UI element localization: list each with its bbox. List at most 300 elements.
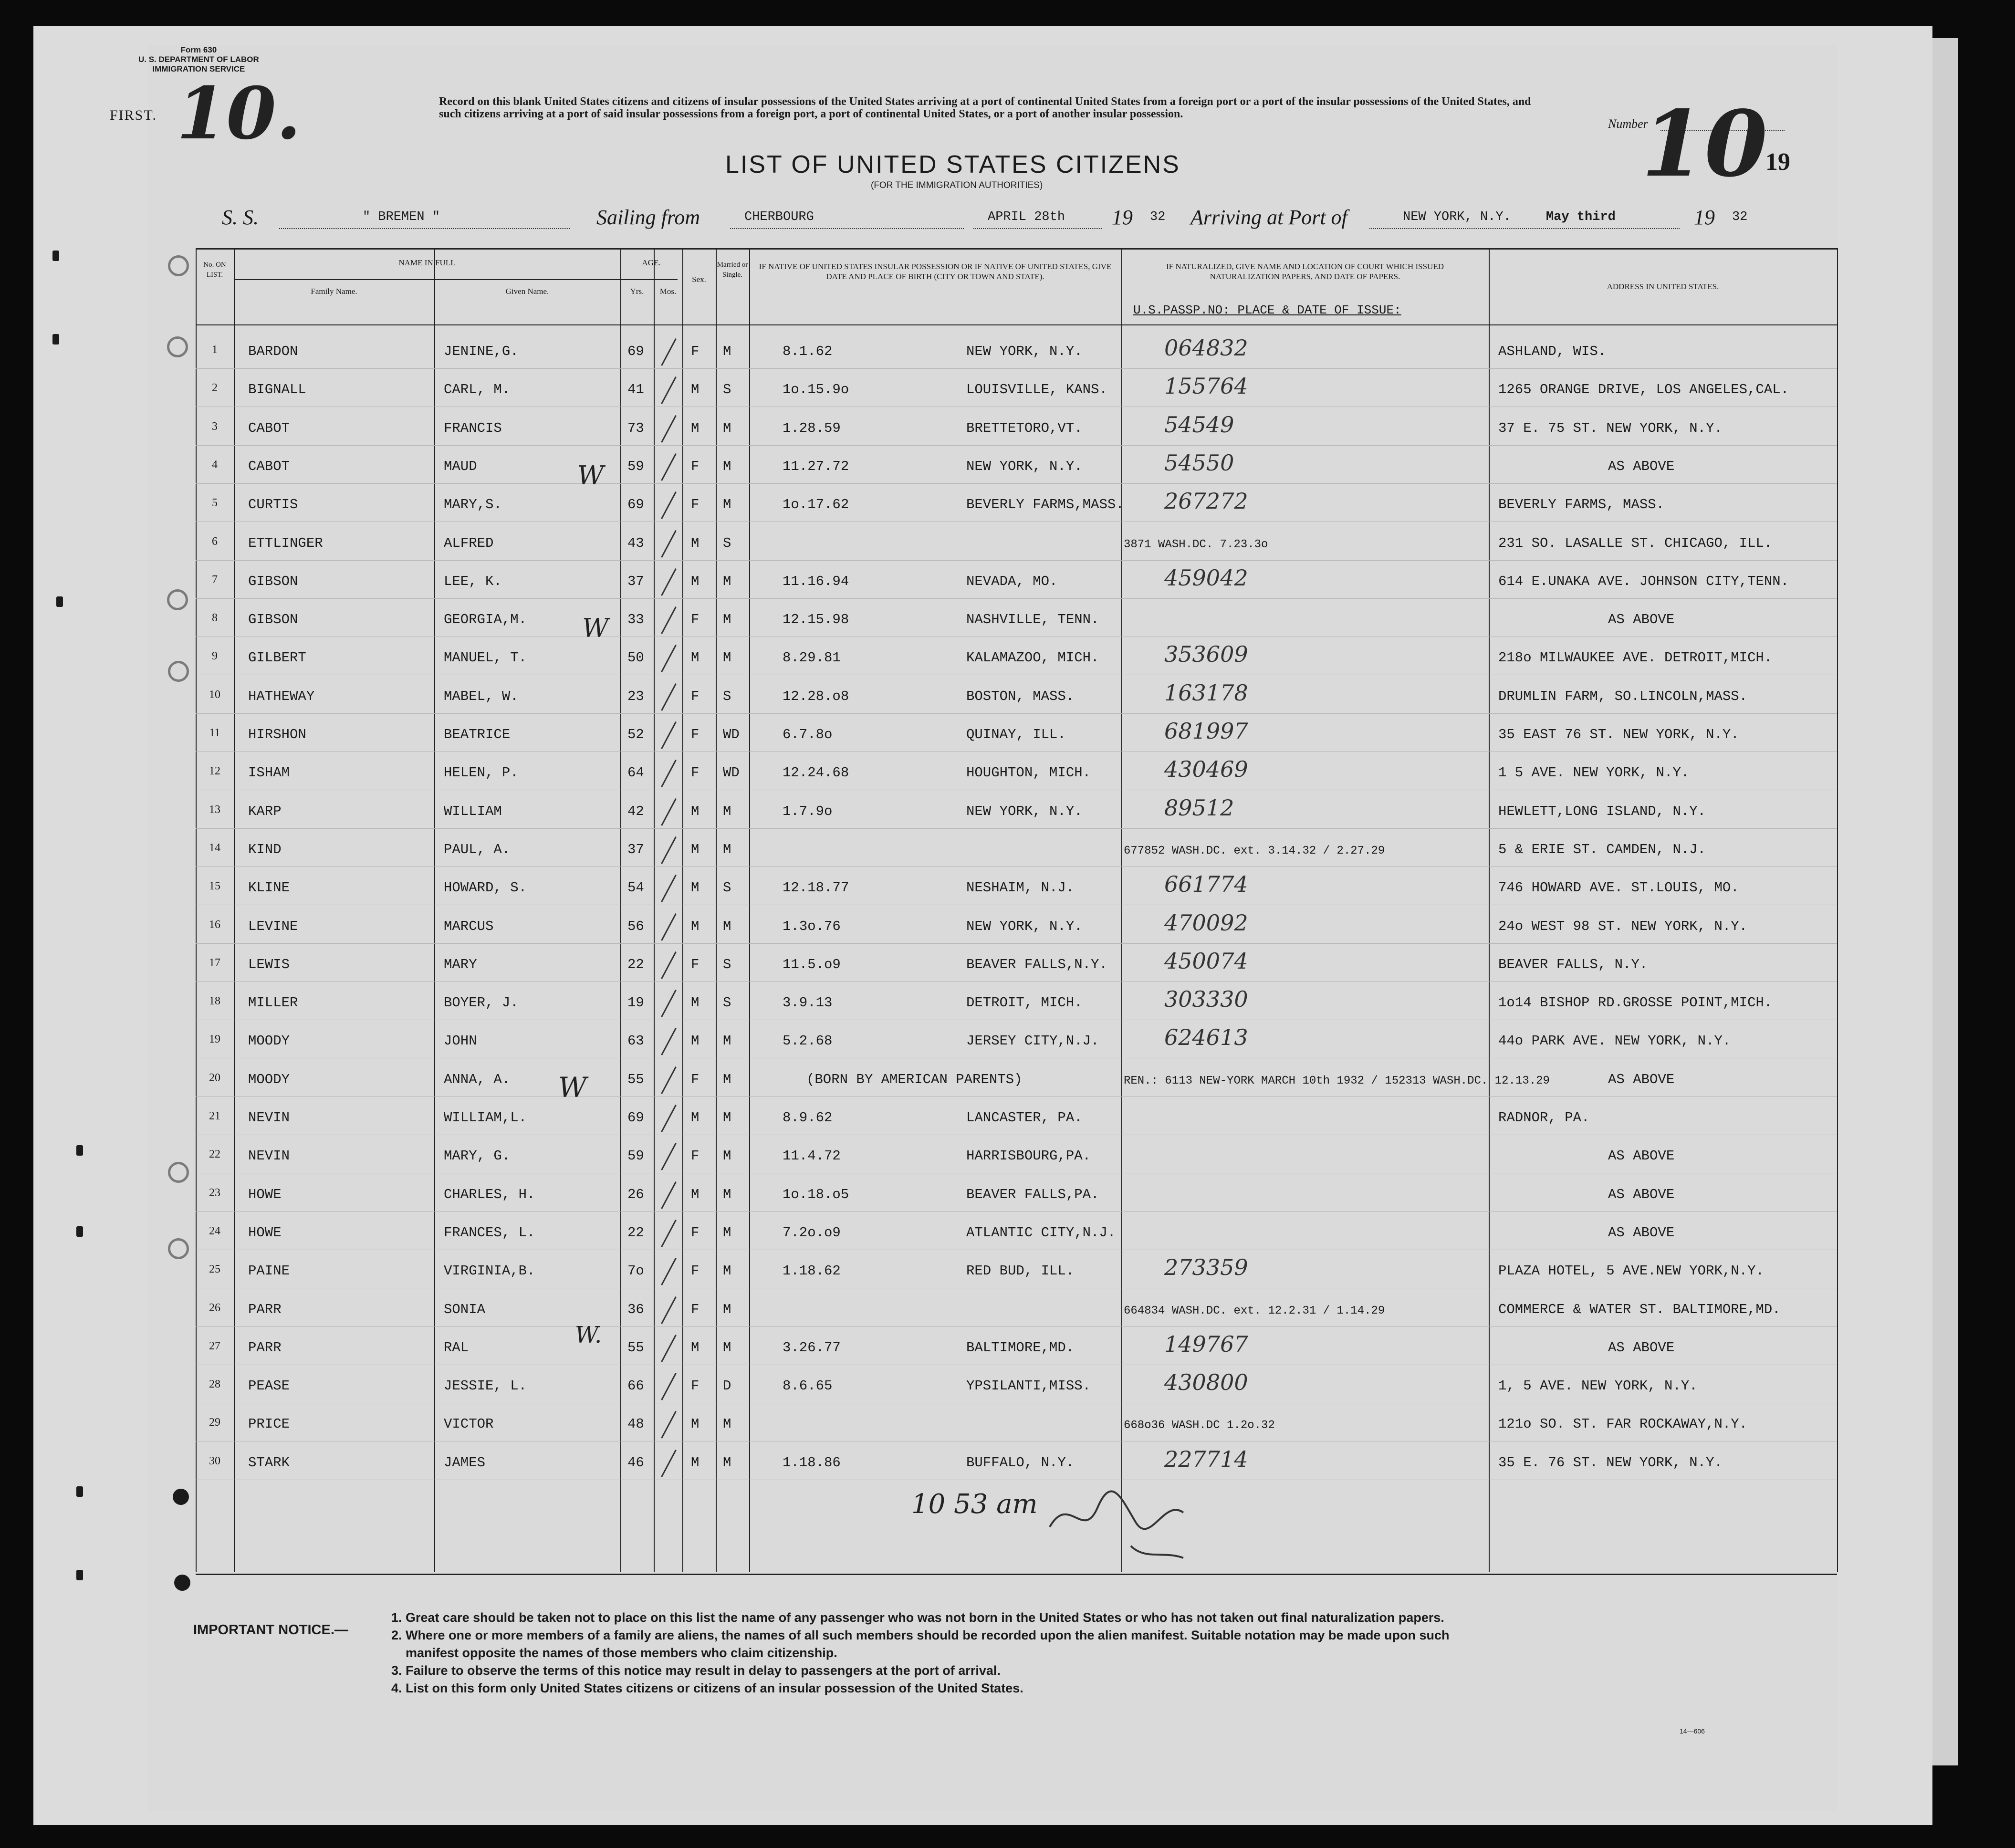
birth-date-cell: 7.2o.o9	[783, 1224, 841, 1241]
header-divider	[234, 279, 678, 280]
birth-date-cell: 1o.18.o5	[783, 1186, 849, 1202]
birth-date-cell: 1.7.9o	[783, 803, 833, 819]
family-name-cell: GIBSON	[248, 612, 298, 628]
row-divider	[196, 981, 1837, 982]
birth-place-cell: YPSILANTI,MISS.	[966, 1378, 1091, 1394]
family-name-cell: NEVIN	[248, 1148, 290, 1164]
age-cell: 7o	[627, 1263, 644, 1279]
notice-item-3: 3. Failure to observe the terms of this notice may result in delay to passengers at the port of arrival.	[391, 1663, 1001, 1678]
passport-number-handwritten: 450074	[1164, 948, 1248, 974]
list-number-cell: 28	[209, 1378, 220, 1391]
given-name-cell: ALFRED	[444, 535, 494, 551]
passport-number-handwritten: 661774	[1164, 871, 1248, 898]
age-cell: 22	[627, 956, 644, 972]
passport-number-handwritten: 273359	[1164, 1254, 1248, 1281]
sex-cell: F	[691, 497, 700, 513]
col-divider	[716, 248, 717, 1572]
passport-number-handwritten: 54549	[1164, 411, 1234, 438]
date-from-underline	[973, 228, 1102, 229]
header-naturalized: IF NATURALIZED, GIVE NAME AND LOCATION OF COURT WHICH ISSUED NATURALIZATION PAPERS, AND DATE OF PAPERS.	[1166, 262, 1444, 281]
birth-date-cell: 12.18.77	[783, 880, 849, 896]
row-divider	[196, 828, 1837, 829]
marital-status-cell: M	[723, 1339, 731, 1356]
birth-date-cell: 8.6.65	[783, 1378, 833, 1394]
marital-status-cell: M	[723, 1071, 731, 1087]
binder-hole	[52, 251, 59, 261]
sex-cell: M	[691, 573, 700, 589]
page-title: LIST OF UNITED STATES CITIZENS	[725, 151, 1180, 178]
family-name-cell: HATHEWAY	[248, 688, 315, 704]
family-name-cell: PAINE	[248, 1263, 290, 1279]
marital-status-cell: S	[723, 535, 731, 551]
col-divider	[682, 248, 683, 1572]
given-name-cell: CARL, M.	[444, 382, 511, 398]
address-cell: AS ABOVE	[1608, 1186, 1675, 1202]
age-cell: 48	[627, 1416, 644, 1432]
list-number-cell: 23	[209, 1186, 220, 1199]
marital-status-cell: M	[723, 1301, 731, 1317]
age-cell: 55	[627, 1339, 644, 1356]
first-handwritten-number: 10.	[177, 72, 301, 156]
marital-status-cell: M	[723, 918, 731, 934]
col-divider	[234, 248, 235, 1572]
given-name-cell: MARCUS	[444, 918, 494, 934]
address-cell: 1o14 BISHOP RD.GROSSE POINT,MICH.	[1498, 995, 1773, 1011]
list-number-cell: 8	[212, 612, 218, 625]
marital-status-cell: M	[723, 344, 731, 359]
address-cell: BEAVER FALLS, N.Y.	[1498, 956, 1648, 972]
header-birth: IF NATIVE OF UNITED STATES INSULAR POSSESSION OR IF NATIVE OF UNITED STATES, GIVE DATE AND PLACE OF BIRTH (CITY OR TOWN AND STATE).	[759, 262, 1112, 281]
age-cell: 37	[627, 841, 644, 857]
passport-number-handwritten: 459042	[1164, 564, 1248, 591]
address-cell: 35 EAST 76 ST. NEW YORK, N.Y.	[1498, 727, 1739, 742]
age-cell: 42	[627, 803, 644, 819]
binder-hole	[76, 1226, 83, 1237]
birth-date-cell: 12.24.68	[783, 765, 849, 781]
form-number-block	[138, 45, 259, 74]
age-cell: 64	[627, 765, 644, 781]
family-name-cell: MOODY	[248, 1071, 290, 1087]
given-name-cell: CHARLES, H.	[444, 1186, 535, 1202]
address-cell: 44o PARK AVE. NEW YORK, N.Y.	[1498, 1033, 1731, 1049]
marital-status-cell: S	[723, 995, 731, 1011]
sex-cell: F	[691, 1071, 700, 1087]
date-to: May third	[1546, 210, 1616, 224]
list-number-cell: 5	[212, 497, 218, 510]
birth-place-cell: JERSEY CITY,N.J.	[966, 1033, 1099, 1049]
birth-place-cell: LANCASTER, PA.	[966, 1110, 1083, 1126]
age-cell: 46	[627, 1454, 644, 1471]
list-number-cell: 13	[209, 803, 220, 816]
birth-date-cell: 11.16.94	[783, 573, 849, 589]
birth-place-cell: HARRISBOURG,PA.	[966, 1148, 1091, 1164]
marital-status-cell: M	[723, 650, 731, 666]
sex-cell: M	[691, 420, 700, 436]
address-cell: 746 HOWARD AVE. ST.LOUIS, MO.	[1498, 880, 1739, 896]
sex-cell: F	[691, 344, 700, 359]
handwritten-mark: W	[577, 460, 604, 491]
marital-status-cell: M	[723, 1224, 731, 1241]
birth-place-cell: BRETTETORO,VT.	[966, 420, 1083, 436]
given-name-cell: JESSIE, L.	[444, 1378, 527, 1394]
family-name-cell: PARR	[248, 1301, 282, 1317]
punch-ring	[167, 589, 188, 610]
birth-place-cell: DETROIT, MICH.	[966, 995, 1083, 1011]
birth-date-cell: 3.9.13	[783, 995, 833, 1011]
age-cell: 33	[627, 612, 644, 628]
address-cell: 1, 5 AVE. NEW YORK, N.Y.	[1498, 1378, 1698, 1394]
col-divider	[749, 248, 750, 1572]
port-from: CHERBOURG	[744, 210, 814, 224]
marital-status-cell: M	[723, 1263, 731, 1279]
birth-place-cell: BEAVER FALLS,N.Y.	[966, 956, 1107, 972]
punch-hole	[174, 1575, 190, 1591]
header-given-name: Given Name.	[505, 287, 549, 296]
marital-status-cell: WD	[723, 727, 740, 742]
family-name-cell: BARDON	[248, 344, 298, 359]
col-divider	[620, 248, 621, 1572]
marital-status-cell: M	[723, 1148, 731, 1164]
sex-cell: M	[691, 803, 700, 819]
passport-number-handwritten: 155764	[1164, 373, 1248, 399]
birth-place-cell: NASHVILLE, TENN.	[966, 612, 1099, 628]
family-name-cell: LEWIS	[248, 956, 290, 972]
header-yrs: Yrs.	[630, 287, 644, 296]
list-number-cell: 26	[209, 1301, 220, 1314]
family-name-cell: MILLER	[248, 995, 298, 1011]
sex-cell: M	[691, 841, 700, 857]
given-name-cell: VICTOR	[444, 1416, 494, 1432]
sex-cell: F	[691, 1378, 700, 1394]
address-cell: AS ABOVE	[1608, 1148, 1675, 1164]
list-number-cell: 20	[209, 1071, 220, 1084]
given-name-cell: JAMES	[444, 1454, 486, 1471]
address-cell: AS ABOVE	[1608, 1339, 1675, 1356]
arriving-label: Arriving at Port of	[1190, 206, 1347, 229]
address-cell: PLAZA HOTEL, 5 AVE.NEW YORK,N.Y.	[1498, 1263, 1764, 1279]
address-cell: AS ABOVE	[1608, 1224, 1675, 1241]
given-name-cell: ANNA, A.	[444, 1071, 511, 1087]
record-instructions: Record on this blank United States citizens and citizens of insular possessions of the United States arriving at a port of continental United States from a foreign port or a port of the insular possessions of the United States, and such citizens arriving at a port of said insular possessions from a foreign port, a port of continental United States, or a port of another insular possession.	[439, 95, 1531, 120]
header-passport-typed: U.S.PASSP.NO: PLACE & DATE OF ISSUE:	[1133, 303, 1401, 317]
birth-date-cell: 1.18.62	[783, 1263, 841, 1279]
birth-date-cell: 8.9.62	[783, 1110, 833, 1126]
notice-item-2-continued: manifest opposite the names of those members who claim citizenship.	[406, 1646, 837, 1660]
given-name-cell: MARY, G.	[444, 1148, 511, 1164]
marital-status-cell: M	[723, 612, 731, 628]
passport-number-handwritten: 624613	[1164, 1024, 1248, 1051]
marital-status-cell: M	[723, 1033, 731, 1049]
marital-status-cell: S	[723, 880, 731, 896]
header-family-name: Family Name.	[311, 287, 357, 296]
list-number-cell: 14	[209, 841, 220, 854]
list-number-cell: 27	[209, 1339, 220, 1352]
year-prefix-from: 19	[1112, 206, 1133, 229]
marital-status-cell: M	[723, 1110, 731, 1126]
birth-place-cell: BUFFALO, N.Y.	[966, 1454, 1075, 1471]
inspector-signature	[1040, 1479, 1231, 1575]
sex-cell: F	[691, 688, 700, 704]
list-number-cell: 18	[209, 995, 220, 1008]
birth-place-cell: KALAMAZOO, MICH.	[966, 650, 1099, 666]
marital-status-cell: M	[723, 841, 731, 857]
family-name-cell: CABOT	[248, 458, 290, 474]
birth-date-cell: 8.29.81	[783, 650, 841, 666]
birth-place-cell: BOSTON, MASS.	[966, 688, 1075, 704]
sex-cell: F	[691, 765, 700, 781]
age-cell: 56	[627, 918, 644, 934]
passport-number-handwritten: 303330	[1164, 986, 1248, 1013]
family-name-cell: HIRSHON	[248, 727, 306, 742]
given-name-cell: SONIA	[444, 1301, 486, 1317]
list-number-cell: 19	[209, 1033, 220, 1046]
punch-ring	[168, 661, 189, 682]
sex-cell: M	[691, 382, 700, 398]
marital-status-cell: M	[723, 1186, 731, 1202]
family-name-cell: CURTIS	[248, 497, 298, 513]
year-prefix-to: 19	[1694, 206, 1715, 229]
row-divider	[196, 1096, 1837, 1097]
page-subtitle: (FOR THE IMMIGRATION AUTHORITIES)	[871, 180, 1043, 190]
age-cell: 43	[627, 535, 644, 551]
row-divider	[196, 445, 1837, 446]
binder-hole	[76, 1145, 83, 1156]
age-cell: 69	[627, 344, 644, 359]
birth-date-cell: 1o.17.62	[783, 497, 849, 513]
punch-ring	[168, 255, 189, 276]
list-number-cell: 11	[209, 727, 220, 739]
birth-date-cell: 1o.15.9o	[783, 382, 849, 398]
age-cell: 22	[627, 1224, 644, 1241]
birth-date-cell: (BORN BY AMERICAN PARENTS)	[806, 1071, 1023, 1087]
family-name-cell: HOWE	[248, 1186, 282, 1202]
sex-cell: M	[691, 535, 700, 551]
sex-cell: M	[691, 1339, 700, 1356]
year-to: 32	[1732, 210, 1748, 224]
address-cell: RADNOR, PA.	[1498, 1110, 1590, 1126]
given-name-cell: WILLIAM	[444, 803, 502, 819]
passport-number-handwritten: 89512	[1164, 794, 1234, 821]
passport-number-handwritten: 267272	[1164, 488, 1248, 514]
birth-date-cell: 3.26.77	[783, 1339, 841, 1356]
family-name-cell: LEVINE	[248, 918, 298, 934]
family-name-cell: CABOT	[248, 420, 290, 436]
age-cell: 37	[627, 573, 644, 589]
sex-cell: F	[691, 1148, 700, 1164]
age-cell: 36	[627, 1301, 644, 1317]
col-divider	[1121, 248, 1122, 1572]
port-to: NEW YORK, N.Y.	[1403, 210, 1511, 224]
passport-number-handwritten: 681997	[1164, 718, 1248, 744]
given-name-cell: MABEL, W.	[444, 688, 519, 704]
header-age: AGE.	[642, 258, 661, 267]
birth-place-cell: NESHAIM, N.J.	[966, 880, 1075, 896]
given-name-cell: PAUL, A.	[444, 841, 511, 857]
age-cell: 69	[627, 497, 644, 513]
address-cell: 614 E.UNAKA AVE. JOHNSON CITY,TENN.	[1498, 573, 1789, 589]
marital-status-cell: S	[723, 956, 731, 972]
port-to-underline	[1369, 228, 1680, 229]
binder-hole	[56, 596, 63, 607]
sex-cell: M	[691, 1186, 700, 1202]
list-number-cell: 22	[209, 1148, 220, 1161]
age-cell: 54	[627, 880, 644, 896]
marital-status-cell: M	[723, 497, 731, 513]
col-divider	[196, 248, 197, 1572]
age-cell: 26	[627, 1186, 644, 1202]
family-name-cell: NEVIN	[248, 1110, 290, 1126]
number-label: Number	[1608, 117, 1648, 131]
sex-cell: F	[691, 956, 700, 972]
age-cell: 63	[627, 1033, 644, 1049]
list-number-cell: 10	[209, 688, 220, 701]
sailing-label: Sailing from	[596, 206, 700, 229]
list-number-cell: 29	[209, 1416, 220, 1429]
family-name-cell: ETTLINGER	[248, 535, 323, 551]
sex-cell: F	[691, 1301, 700, 1317]
family-name-cell: HOWE	[248, 1224, 282, 1241]
handwritten-mark: W.	[575, 1322, 602, 1348]
address-cell: 24o WEST 98 ST. NEW YORK, N.Y.	[1498, 918, 1748, 934]
passport-number-handwritten: 54550	[1164, 449, 1234, 476]
row-divider	[196, 598, 1837, 599]
marital-status-cell: S	[723, 688, 731, 704]
marital-status-cell: S	[723, 382, 731, 398]
passport-number-handwritten: 430800	[1164, 1369, 1248, 1396]
sex-cell: F	[691, 612, 700, 628]
marital-status-cell: M	[723, 458, 731, 474]
passport-number-handwritten: 064832	[1164, 335, 1248, 361]
given-name-cell: FRANCIS	[444, 420, 502, 436]
service-name: IMMIGRATION SERVICE	[152, 64, 245, 73]
age-cell: 41	[627, 382, 644, 398]
sex-cell: M	[691, 995, 700, 1011]
header-bottom-line	[196, 324, 1837, 325]
passport-number-handwritten: 227714	[1164, 1446, 1248, 1472]
notice-item-4: 4. List on this form only United States citizens or citizens of an insular possession of the United States.	[391, 1681, 1023, 1695]
address-cell: 5 & ERIE ST. CAMDEN, N.J.	[1498, 841, 1706, 857]
row-divider	[196, 560, 1837, 561]
sex-cell: M	[691, 1033, 700, 1049]
passport-number-handwritten: 353609	[1164, 641, 1248, 668]
sex-cell: M	[691, 880, 700, 896]
family-name-cell: GIBSON	[248, 573, 298, 589]
header-name-in-full: NAME IN FULL	[398, 258, 456, 267]
binder-hole	[52, 334, 59, 345]
list-number-cell: 24	[209, 1224, 220, 1237]
handwritten-mark: W	[558, 1071, 587, 1104]
address-cell: 1 5 AVE. NEW YORK, N.Y.	[1498, 765, 1690, 781]
header-no: No. ON LIST.	[203, 261, 226, 279]
given-name-cell: HELEN, P.	[444, 765, 519, 781]
birth-date-cell: 1.28.59	[783, 420, 841, 436]
marital-status-cell: M	[723, 573, 731, 589]
birth-date-cell: 11.27.72	[783, 458, 849, 474]
naturalization-cell: 668o36 WASH.DC 1.2o.32	[1124, 1419, 1275, 1432]
naturalization-cell: 3871 WASH.DC. 7.23.3o	[1124, 538, 1268, 551]
birth-place-cell: NEVADA, MO.	[966, 573, 1058, 589]
list-number-cell: 2	[212, 382, 218, 395]
address-cell: DRUMLIN FARM, SO.LINCOLN,MASS.	[1498, 688, 1748, 704]
birth-place-cell: BALTIMORE,MD.	[966, 1339, 1075, 1356]
first-label: FIRST.	[110, 107, 157, 123]
given-name-cell: LEE, K.	[444, 573, 502, 589]
ship-underline	[279, 228, 570, 229]
list-number-cell: 7	[212, 573, 218, 586]
age-cell: 50	[627, 650, 644, 666]
list-number-cell: 6	[212, 535, 218, 548]
form-code: 14—606	[1680, 1727, 1705, 1735]
given-name-cell: WILLIAM,L.	[444, 1110, 527, 1126]
list-number-cell: 21	[209, 1110, 220, 1122]
naturalization-cell: 664834 WASH.DC. ext. 12.2.31 / 1.14.29	[1124, 1304, 1385, 1317]
age-cell: 73	[627, 420, 644, 436]
age-cell: 55	[627, 1071, 644, 1087]
handwritten-number: 10	[1641, 91, 1768, 197]
given-name-cell: RAL	[444, 1339, 469, 1356]
birth-date-cell: 12.15.98	[783, 612, 849, 628]
birth-place-cell: BEAVER FALLS,PA.	[966, 1186, 1099, 1202]
birth-place-cell: BEVERLY FARMS,MASS.	[966, 497, 1124, 513]
age-cell: 19	[627, 995, 644, 1011]
given-name-cell: HOWARD, S.	[444, 880, 527, 896]
birth-date-cell: 8.1.62	[783, 344, 833, 359]
year-from: 32	[1150, 210, 1166, 224]
punch-ring	[168, 1162, 189, 1183]
manifest-table	[196, 248, 1837, 1575]
given-name-cell: GEORGIA,M.	[444, 612, 527, 628]
birth-place-cell: RED BUD, ILL.	[966, 1263, 1075, 1279]
family-name-cell: BIGNALL	[248, 382, 306, 398]
sex-cell: F	[691, 727, 700, 742]
age-cell: 23	[627, 688, 644, 704]
given-name-cell: JENINE,G.	[444, 344, 519, 359]
row-divider	[196, 368, 1837, 369]
port-from-underline	[730, 228, 964, 229]
given-name-cell: MARY,S.	[444, 497, 502, 513]
birth-place-cell: HOUGHTON, MICH.	[966, 765, 1091, 781]
list-number-cell: 4	[212, 458, 218, 471]
list-number-cell: 15	[209, 880, 220, 893]
birth-place-cell: LOUISVILLE, KANS.	[966, 382, 1107, 398]
age-cell: 59	[627, 458, 644, 474]
binder-hole	[76, 1570, 83, 1580]
naturalization-cell: 677852 WASH.DC. ext. 3.14.32 / 2.27.29	[1124, 844, 1385, 857]
marital-status-cell: M	[723, 803, 731, 819]
family-name-cell: KIND	[248, 841, 282, 857]
col-divider	[1489, 248, 1490, 1572]
passport-number-handwritten: 149767	[1164, 1331, 1248, 1357]
given-name-cell: MAUD	[444, 458, 477, 474]
given-name-cell: BOYER, J.	[444, 995, 519, 1011]
address-cell: ASHLAND, WIS.	[1498, 344, 1607, 359]
naturalization-cell: REN.: 6113 NEW-YORK MARCH 10th 1932 / 152313 WASH.DC. 12.13.29	[1124, 1074, 1550, 1087]
given-name-cell: MARY	[444, 956, 477, 972]
row-divider	[196, 1326, 1837, 1327]
handwritten-time: 10 53 am	[911, 1489, 1038, 1520]
binder-hole	[76, 1486, 83, 1497]
marital-status-cell: D	[723, 1378, 731, 1394]
passport-number-handwritten: 470092	[1164, 909, 1248, 936]
sex-cell: F	[691, 1263, 700, 1279]
row-divider	[196, 943, 1837, 944]
given-name-cell: JOHN	[444, 1033, 477, 1049]
marital-status-cell: M	[723, 420, 731, 436]
header-sex: Sex.	[692, 275, 706, 284]
address-cell: 218o MILWAUKEE AVE. DETROIT,MICH.	[1498, 650, 1773, 666]
list-number-cell: 9	[212, 650, 218, 663]
address-cell: 35 E. 76 ST. NEW YORK, N.Y.	[1498, 1454, 1723, 1471]
